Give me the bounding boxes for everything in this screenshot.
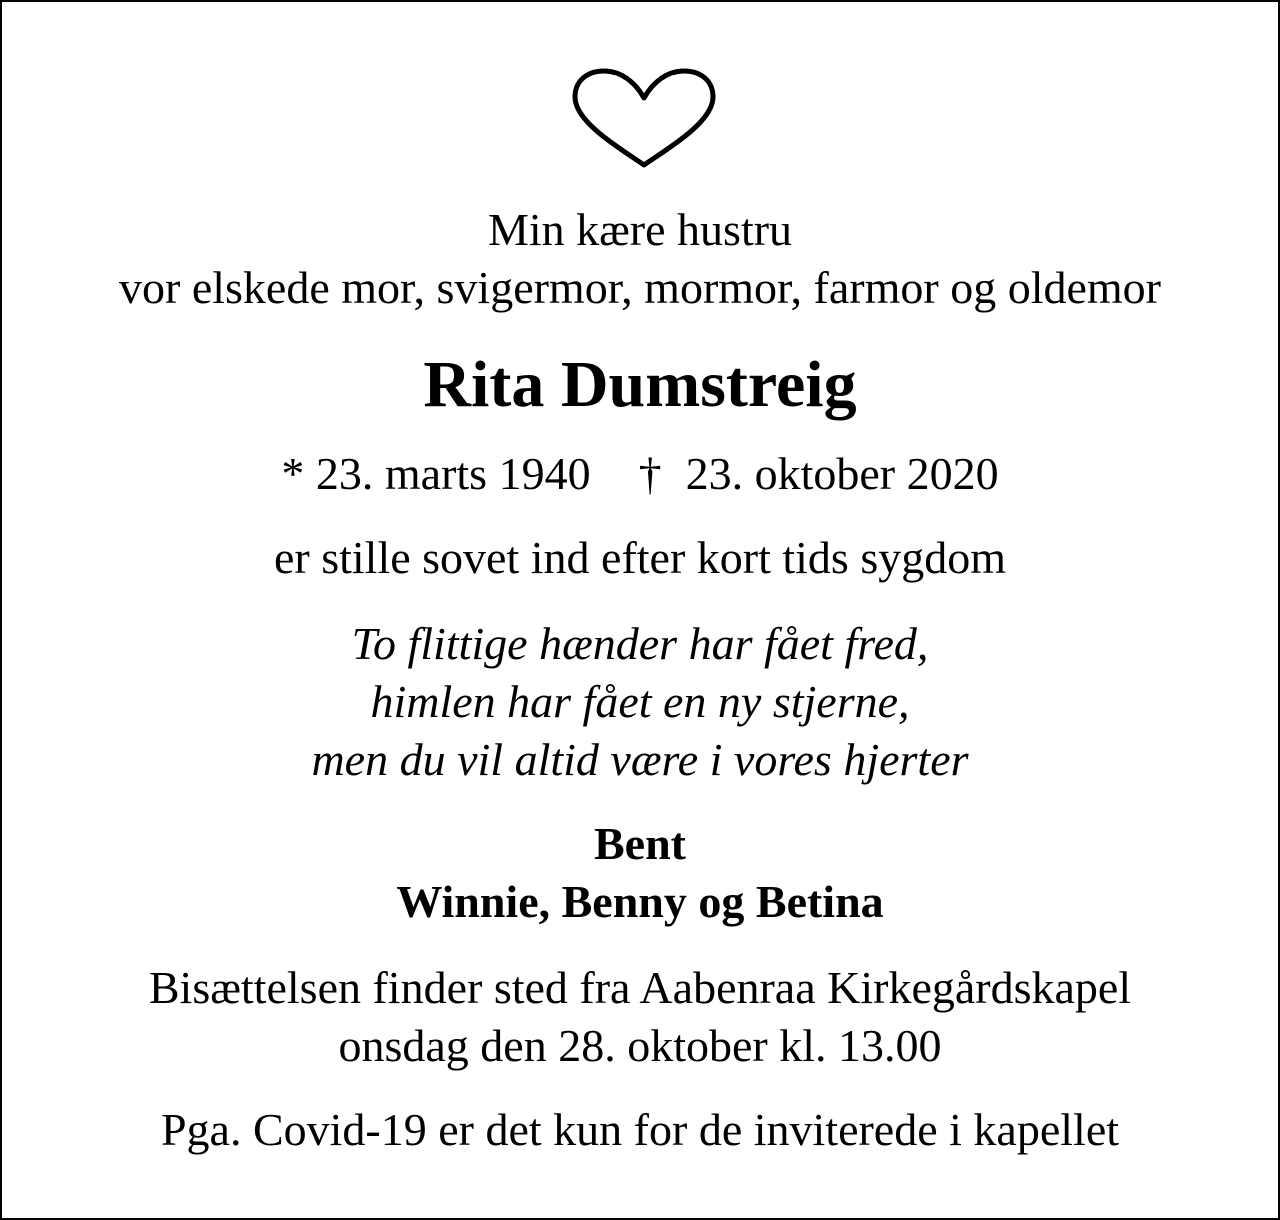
intro-line-2: vor elskede mor, svigermor, mormor, farmor og oldemor [119,262,1161,313]
funeral-line-1: Bisættelsen finder sted fra Aabenraa Kirkegårdskapel [148,962,1132,1013]
passing-statement: er stille sovet ind efter kort tids sygdom [273,532,1007,583]
death-date: 23. oktober 2020 [685,448,999,499]
death-symbol: † [638,448,662,499]
verse-line-2: himlen har fået en ny stjerne, [370,676,910,727]
family-line-1: Bent [594,818,686,869]
heart-icon [571,68,717,170]
birth-date: 23. marts 1940 [315,448,591,499]
intro-line-1: Min kære hustru [487,204,793,255]
deceased-name: Rita Dumstreig [423,348,857,421]
covid-note: Pga. Covid-19 er det kun for de inviterede i kapellet [160,1104,1120,1155]
birth-symbol: * [281,448,305,499]
life-dates [2,447,1278,501]
funeral-line-2: onsdag den 28. oktober kl. 13.00 [338,1020,942,1071]
family-line-2: Winnie, Benny og Betina [396,876,884,927]
verse-line-3: men du vil altid være i vores hjerter [311,734,969,785]
verse-line-1: To flittige hænder har fået fred, [351,618,929,669]
